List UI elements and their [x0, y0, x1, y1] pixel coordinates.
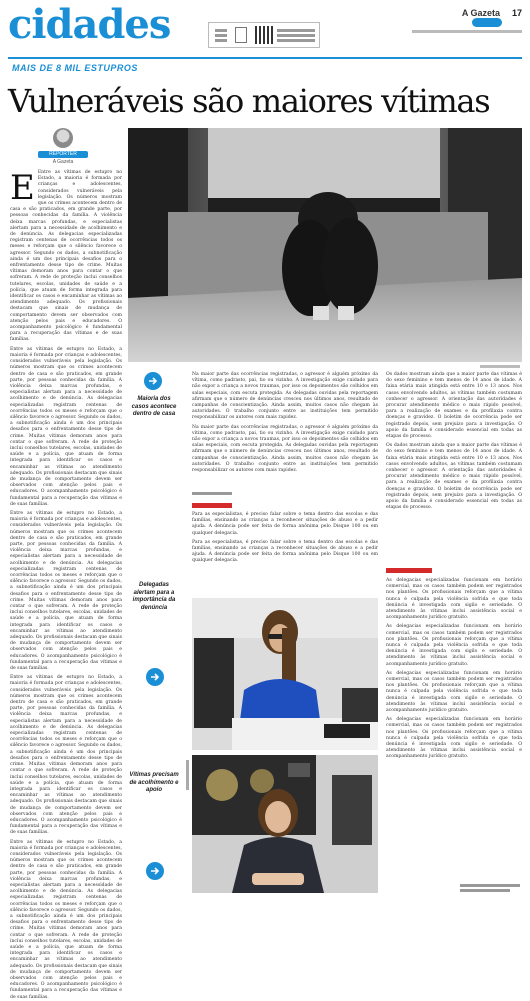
header-promo-box: [208, 22, 320, 48]
column-3-text: Os dados mostram ainda que a maior parte das vítimas é do sexo feminino e tem menos de 14 anos de idade. A faixa etária mais atingida está entre 10 e 13 anos. Nos casos envolvendo adultos, as vítimas também costumam conhecer o agressor. A orientação das autoridades é procurar atendimento médico o mais rápido possível, para a realização de exames e da profilaxia contra doenças e gravidez. O boletim de ocorrência pode ser registrado depois, sem prejuízo para a investigação. O apoio da família é considerado essencial em todas as etapas do processo.: [386, 372, 522, 440]
kicker: MAIS DE 8 MIL ESTUPROS: [12, 63, 138, 73]
avatar: [53, 128, 73, 148]
drop-cap: E: [10, 168, 35, 208]
delegate-photo-1: [192, 598, 378, 750]
columnist-role: A Gazeta: [52, 159, 74, 165]
article-column-3b: [386, 578, 522, 878]
arrow-circle-icon: [146, 668, 164, 686]
column-3b-text-repeat: As delegacias especializadas funcionam em horário comercial, mas os casos também podem ser registrados nos plantões. Os profissionais reforçam que a vítima nunca é culpada pela violência sofrida e que toda denúncia é investigada com sigilo e seriedade. O atendimento às vítimas inclui assistência social e acompanhamento jurídico gratuito.: [386, 717, 522, 760]
arrow-circle-icon: [146, 862, 164, 880]
article-column-2: [192, 372, 378, 510]
photo-credit: [480, 365, 520, 370]
pull-quote-2: Delegadas alertam para a importância da denúncia: [132, 582, 176, 611]
subhead-2: [386, 568, 432, 576]
section-rule: [8, 57, 522, 59]
article-column-3: [386, 372, 522, 562]
column-2-text: Na maior parte das ocorrências registradas, o agressor é alguém próximo da vítima, como padrasto, pai, tio ou vizinho. A investigação exige cuidado para não expor a criança a novos traumas, por isso os depoimentos são colhidos em salas especiais, com escuta protegida. As delegadas ouvidas pela reportagem afirmam que o número de denúncias cresceu nos últimos anos, resultado de campanhas de conscientização. Ainda assim, muitos casos não chegam às autoridades. O trabalho conjunto entre as instituições tem permitido responsabilizar os autores com mais rapidez.: [192, 372, 378, 421]
hero-photo: [128, 128, 522, 362]
footer-note: [460, 884, 520, 893]
page-number: 17: [511, 8, 522, 18]
column-2b-text-repeat: Para as especialistas, é preciso falar sobre o tema dentro das escolas e das famílias, ensinando as crianças a reconhecer situações de abuso e a pedir ajuda. A denúncia pode ser feita de forma anônima pelo Disque 100 ou em qualquer delegacia.: [192, 539, 378, 564]
column-1-text-repeat: Entre as vítimas de estupro no Estado, a maioria é formada por crianças e adolescentes, considerados vulneráveis pela legislação. Os números mostram que os crimes acontecem dentro de casa e são praticados, em grande parte, por pessoas conhecidas da família. A violência deixa marcas profundas, e especialistas alertam para a necessidade de acolhimento e de denúncia. As delegacias especializadas registram centenas de ocorrências todos os meses e reforçam que o silêncio favorece o agressor. Segundo os dados, a subnotificação ainda é um dos principais desafios para o enfrentamento desse tipo de crime. Muitas vítimas demoram anos para contar o que sofreram. A rede de proteção inclui conselhos tutelares, escolas, unidades de saúde e a polícia, que atuam de forma integrada para identificar os casos e encaminhar as vítimas ao atendimento adequado. Os profissionais destacam que sinais de mudança de comportamento devem ser observados com atenção pelos pais e educadores. O acompanhamento psicológico é fundamental para a recuperação das vítimas e de suas famílias.: [10, 510, 122, 672]
column-2b-text: Para as especialistas, é preciso falar sobre o tema dentro das escolas e das famílias, ensinando as crianças a reconhecer situações de abuso e a pedir ajuda. A denúncia pode ser feita de forma anônima pelo Disque 100 ou em qualquer delegacia.: [192, 512, 378, 536]
source-line: [192, 492, 232, 497]
headline: Vulneráveis são maiores vítimas: [8, 82, 490, 120]
dateline: [412, 30, 522, 36]
section-title: cidades: [8, 1, 171, 48]
column-3b-text-repeat: As delegacias especializadas funcionam em horário comercial, mas os casos também podem ser registrados nos plantões. Os profissionais reforçam que a vítima nunca é culpada pela violência sofrida e que toda denúncia é investigada com sigilo e seriedade. O atendimento às vítimas inclui assistência social e acompanhamento jurídico gratuito.: [386, 624, 522, 667]
column-3b-text: As delegacias especializadas funcionam em horário comercial, mas os casos também podem ser registrados nos plantões. Os profissionais reforçam que a vítima nunca é culpada pela violência sofrida e que toda denúncia é investigada com sigilo e seriedade. O atendimento às vítimas inclui assistência social e acompanhamento jurídico gratuito.: [386, 578, 522, 621]
photo-credit-vertical: [186, 760, 191, 790]
arrow-circle-icon: [144, 372, 162, 390]
promo-text-lines: [215, 29, 227, 32]
brand-logo-icon: [472, 18, 502, 27]
pull-quote-1: Maioria dos casos acontece dentro de casa: [131, 396, 177, 417]
phone-icon: [235, 27, 247, 43]
masthead: [0, 0, 530, 52]
column-1-text: Entre as vítimas de estupro no Estado, a maioria é formada por crianças e adolescentes, considerados vulneráveis pela legislação. Os números mostram que os crimes acontecem dentro de casa e são praticados, em grande parte, por pessoas conhecidas da família. A violência deixa marcas profundas, e especialistas alertam para a necessidade de acolhimento e de denúncia. As delegacias especializadas registram centenas de ocorrências todos os meses e reforçam que o silêncio favorece o agressor. Segundo os dados, a subnotificação ainda é um dos principais desafios para o enfrentamento desse tipo de crime. Muitas vítimas demoram anos para contar o que sofreram. A rede de proteção inclui conselhos tutelares, escolas, unidades de saúde e a polícia, que atuam de forma integrada para identificar os casos e encaminhar as vítimas ao atendimento adequado. Os profissionais destacam que sinais de mudança de comportamento devem ser observados com atenção pelos pais e educadores. O acompanhamento psicológico é fundamental para a recuperação das vítimas e de suas famílias.: [10, 170, 122, 343]
column-1-text-repeat: Entre as vítimas de estupro no Estado, a maioria é formada por crianças e adolescentes, considerados vulneráveis pela legislação. Os números mostram que os crimes acontecem dentro de casa e são praticados, em grande parte, por pessoas conhecidas da família. A violência deixa marcas profundas, e especialistas alertam para a necessidade de acolhimento e de denúncia. As delegacias especializadas registram centenas de ocorrências todos os meses e reforçam que o silêncio favorece o agressor. Segundo os dados, a subnotificação ainda é um dos principais desafios para o enfrentamento desse tipo de crime. Muitas vítimas demoram anos para contar o que sofreram. A rede de proteção inclui conselhos tutelares, escolas, unidades de saúde e a polícia, que atuam de forma integrada para identificar os casos e encaminhar as vítimas ao atendimento adequado. Os profissionais destacam que sinais de mudança de comportamento devem ser observados com atenção pelos pais e educadores. O acompanhamento psicológico é fundamental para a recuperação das vítimas e de suas famílias.: [10, 346, 122, 507]
delegate-photo-2: [192, 755, 378, 893]
column-3-text-repeat: Os dados mostram ainda que a maior parte das vítimas é do sexo feminino e tem menos de 14 anos de idade. A faixa etária mais atingida está entre 10 e 13 anos. Nos casos envolvendo adultos, as vítimas também costumam conhecer o agressor. A orientação das autoridades é procurar atendimento médico o mais rápido possível, para a realização de exames e da profilaxia contra doenças e gravidez. O boletim de ocorrência pode ser registrado depois, sem prejuízo para a investigação. O apoio da família é considerado essencial em todas as etapas do processo.: [386, 443, 522, 511]
column-1-text-repeat: Entre as vítimas de estupro no Estado, a maioria é formada por crianças e adolescentes, considerados vulneráveis pela legislação. Os números mostram que os crimes acontecem dentro de casa e são praticados, em grande parte, por pessoas conhecidas da família. A violência deixa marcas profundas, e especialistas alertam para a necessidade de acolhimento e de denúncia. As delegacias especializadas registram centenas de ocorrências todos os meses e reforçam que o silêncio favorece o agressor. Segundo os dados, a subnotificação ainda é um dos principais desafios para o enfrentamento desse tipo de crime. Muitas vítimas demoram anos para contar o que sofreram. A rede de proteção inclui conselhos tutelares, escolas, unidades de saúde e a polícia, que atuam de forma integrada para identificar os casos e encaminhar as vítimas ao atendimento adequado. Os profissionais destacam que sinais de mudança de comportamento devem ser observados com atenção pelos pais e educadores. O acompanhamento psicológico é fundamental para a recuperação das vítimas e de suas famílias.: [10, 675, 122, 836]
subhead-1: [192, 503, 232, 511]
columnist-block: [38, 128, 88, 166]
column-1-text-repeat: Entre as vítimas de estupro no Estado, a maioria é formada por crianças e adolescentes, considerados vulneráveis pela legislação. Os números mostram que os crimes acontecem dentro de casa e são praticados, em grande parte, por pessoas conhecidas da família. A violência deixa marcas profundas, e especialistas alertam para a necessidade de acolhimento e de denúncia. As delegacias especializadas registram centenas de ocorrências todos os meses e reforçam que o silêncio favorece o agressor. Segundo os dados, a subnotificação ainda é um dos principais desafios para o enfrentamento desse tipo de crime. Muitas vítimas demoram anos para contar o que sofreram. A rede de proteção inclui conselhos tutelares, escolas, unidades de saúde e a polícia, que atuam de forma integrada para identificar os casos e encaminhar as vítimas ao atendimento adequado. Os profissionais destacam que sinais de mudança de comportamento devem ser observados com atenção pelos pais e educadores. O acompanhamento psicológico é fundamental para a recuperação das vítimas e de suas famílias.: [10, 839, 122, 1000]
pull-quote-3: Vítimas precisam de acolhimento e apoio: [129, 772, 179, 793]
column-3b-text-repeat: As delegacias especializadas funcionam em horário comercial, mas os casos também podem ser registrados nos plantões. Os profissionais reforçam que a vítima nunca é culpada pela violência sofrida e que toda denúncia é investigada com sigilo e seriedade. O atendimento às vítimas inclui assistência social e acompanhamento jurídico gratuito.: [386, 670, 522, 714]
promo-text-lines: [277, 29, 315, 32]
article-column-2b: [192, 512, 378, 592]
brand-name: A Gazeta: [461, 8, 500, 18]
column-2-text-repeat: Na maior parte das ocorrências registradas, o agressor é alguém próximo da vítima, como padrasto, pai, tio ou vizinho. A investigação exige cuidado para não expor a criança a novos traumas, por isso os depoimentos são colhidos em salas especiais, com escuta protegida. As delegadas ouvidas pela reportagem afirmam que o número de denúncias cresceu nos últimos anos, resultado de campanhas de conscientização. Ainda assim, muitos casos não chegam às autoridades. O trabalho conjunto entre as instituições tem permitido responsabilizar os autores com mais rapidez.: [192, 424, 378, 474]
qr-code-icon: [255, 26, 273, 44]
columnist-name: REPÓRTER: [38, 151, 88, 158]
article-column-1: [10, 168, 122, 1000]
